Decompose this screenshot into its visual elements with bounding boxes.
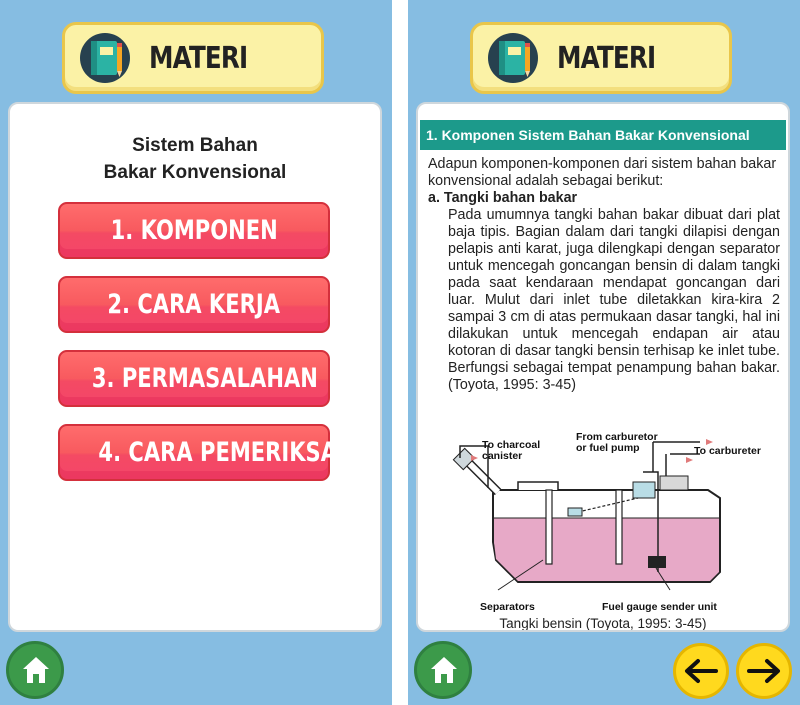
prev-button[interactable] <box>673 643 729 699</box>
notebook-icon <box>487 32 539 84</box>
carburetor-label-line1: From carburetor <box>576 431 658 443</box>
home-icon <box>20 654 52 686</box>
content-body <box>428 156 780 394</box>
permasalahan-button-label: 3. PERMASALAHAN <box>91 363 318 394</box>
notebook-icon <box>79 32 131 84</box>
lesson-title-line1: Sistem Bahan <box>132 135 258 156</box>
home-icon <box>428 654 460 686</box>
separators-label: Separators <box>480 601 535 613</box>
content-screen <box>408 0 800 705</box>
sender-unit-label: Fuel gauge sender unit <box>602 601 717 613</box>
header-title: MATERI <box>557 41 656 76</box>
komponen-button[interactable] <box>58 202 330 259</box>
cara-kerja-button-label: 2. CARA KERJA <box>107 289 281 320</box>
intro-text: Adapun komponen-komponen dari sistem bahan bakar konvensional adalah sebagai berikut: <box>428 156 777 189</box>
paragraph-text: Pada umumnya tangki bahan bakar dibuat dari plat baja tipis. Bagian dalam dari tangki dilapisi dengan pelapis anti karat, juga dilengkapi dengan separator untuk mencegah goncangan bensin di dalam tangki pada saat kendaraan mendapat goncangan dari luar. Mulut dari inlet tube diletakkan kira-kira 2 sampai 3 cm di atas permukaan dasar tangki, hal ini dilakukan untuk mencegah endapan air atau kotoran di dasar tangki bensin terhisap ke inlet tube. Berfungsi sebagai tempat penampung bahan bakar. (Toyota, 1995: 3-45) <box>448 207 780 393</box>
home-button[interactable] <box>6 641 64 699</box>
charcoal-label <box>482 440 540 462</box>
content-panel[interactable] <box>416 102 790 632</box>
cara-kerja-button[interactable] <box>58 276 330 333</box>
lesson-title <box>10 132 380 186</box>
menu-panel <box>8 102 382 632</box>
arrow-right-icon <box>747 658 781 684</box>
fuel-tank-figure <box>438 432 768 620</box>
charcoal-label-line1: To charcoal <box>482 439 541 451</box>
permasalahan-button[interactable] <box>58 350 330 407</box>
figure-caption: Tangki bensin (Toyota, 1995: 3-45) <box>499 616 707 631</box>
subheading: a. Tangki bahan bakar <box>428 190 578 206</box>
section-title: 1. Komponen Sistem Bahan Bakar Konvensional <box>420 120 786 150</box>
header-title: MATERI <box>149 41 248 76</box>
home-button[interactable] <box>414 641 472 699</box>
lesson-title-line2: Bakar Konvensional <box>103 162 287 183</box>
header-badge <box>470 22 732 94</box>
arrow-left-icon <box>684 658 718 684</box>
cara-pemeriksaan-button[interactable] <box>58 424 371 481</box>
carburetor-label-line2: or fuel pump <box>576 442 640 454</box>
carburetor-label <box>576 432 658 454</box>
komponen-button-label: 1. KOMPONEN <box>110 215 278 246</box>
next-button[interactable] <box>736 643 792 699</box>
menu-screen <box>0 0 392 705</box>
to-carbureter-label: To carbureter <box>694 445 761 457</box>
charcoal-label-line2: canister <box>482 450 523 462</box>
cara-pemeriksaan-button-label: 4. CARA PEMERIKSAAN <box>98 437 371 468</box>
header-badge <box>62 22 324 94</box>
